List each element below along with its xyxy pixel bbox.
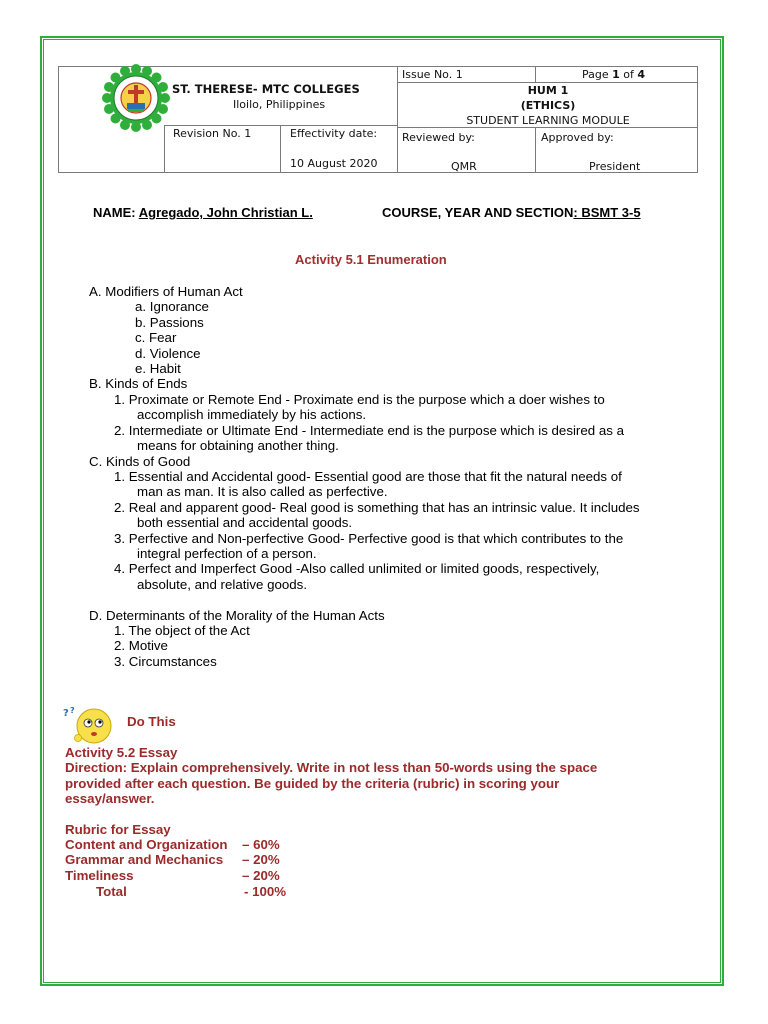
- rubric-value: – 20%: [242, 868, 280, 883]
- list-item: D. Determinants of the Morality of the Human Acts: [89, 608, 385, 623]
- list-item: 1. Proximate or Remote End - Proximate end is the purpose which a doer wishes to: [114, 392, 605, 407]
- effectivity-date: 10 August 2020: [290, 157, 378, 170]
- college-seal-icon: [101, 63, 171, 133]
- school-name: ST. THERESE- MTC COLLEGES: [172, 82, 360, 96]
- student-name: Agregado, John Christian L.: [138, 205, 313, 220]
- course-section: : BSMT 3-5: [573, 205, 641, 220]
- list-item: b. Passions: [135, 315, 204, 330]
- activity-title: Activity 5.1 Enumeration: [295, 252, 447, 267]
- rubric-value: – 20%: [242, 852, 280, 867]
- thinking-smiley-icon: [62, 704, 120, 746]
- rubric-label: Grammar and Mechanics: [65, 852, 224, 867]
- rubric-label: Timeliness: [65, 868, 134, 883]
- student-name-row: NAME: Agregado, John Christian L.: [93, 205, 313, 220]
- approved-by: President: [589, 160, 641, 173]
- svg-text:?: ?: [70, 706, 75, 715]
- list-item: 1. Essential and Accidental good- Essential good are those that fit the natural needs of: [114, 469, 622, 484]
- issue-number: Issue No. 1: [402, 68, 463, 81]
- list-item: d. Violence: [135, 346, 201, 361]
- list-item: 2. Motive: [114, 638, 168, 653]
- essay-title: Activity 5.2 Essay: [65, 745, 178, 760]
- list-item: B. Kinds of Ends: [89, 376, 188, 391]
- do-this-heading: Do This: [127, 714, 176, 729]
- list-item: both essential and accidental goods.: [137, 515, 353, 530]
- revision-number: Revision No. 1: [173, 127, 252, 140]
- list-item: c. Fear: [135, 330, 177, 345]
- rubric-value: – 60%: [242, 837, 280, 852]
- course-section-row: COURSE, YEAR AND SECTION: BSMT 3-5: [382, 205, 641, 220]
- reviewed-by: QMR: [451, 160, 477, 173]
- list-item: 2. Real and apparent good- Real good is something that has an intrinsic value. It includes: [114, 500, 640, 515]
- rubric-total-value: - 100%: [244, 884, 287, 899]
- direction-line: provided after each question. Be guided by the criteria (rubric) in scoring your: [65, 776, 560, 791]
- list-item: a. Ignorance: [135, 299, 209, 314]
- module-label: STUDENT LEARNING MODULE: [466, 114, 630, 127]
- approved-label: Approved by:: [541, 131, 614, 144]
- list-item: means for obtaining another thing.: [137, 438, 339, 453]
- list-item: 1. The object of the Act: [114, 623, 250, 638]
- list-item: 3. Perfective and Non-perfective Good- Perfective good is that which contributes to the: [114, 531, 624, 546]
- svg-text:?: ?: [63, 708, 69, 719]
- list-item: absolute, and relative goods.: [137, 577, 308, 592]
- effectivity-label: Effectivity date:: [290, 127, 378, 140]
- list-item: man as man. It is also called as perfective.: [137, 484, 388, 499]
- list-item: A. Modifiers of Human Act: [89, 284, 243, 299]
- course-code: HUM 1: [527, 84, 569, 97]
- direction-line: Direction: Explain comprehensively. Write in not less than 50-words using the space: [65, 760, 598, 775]
- page-indicator: Page 1 of 4: [582, 68, 646, 81]
- list-item: e. Habit: [135, 361, 181, 376]
- list-item: accomplish immediately by his actions.: [137, 407, 367, 422]
- reviewed-label: Reviewed by:: [402, 131, 475, 144]
- direction-line: essay/answer.: [65, 791, 155, 806]
- list-item: 4. Perfect and Imperfect Good -Also called unlimited or limited goods, respectively,: [114, 561, 600, 576]
- school-location: Iloilo, Philippines: [233, 98, 326, 111]
- course-name: (ETHICS): [520, 99, 576, 112]
- rubric-label: Content and Organization: [65, 837, 228, 852]
- list-item: integral perfection of a person.: [137, 546, 317, 561]
- rubric-title: Rubric for Essay: [65, 822, 171, 837]
- list-item: 3. Circumstances: [114, 654, 217, 669]
- rubric-total-label: Total: [96, 884, 127, 899]
- list-item: C. Kinds of Good: [89, 454, 191, 469]
- list-item: 2. Intermediate or Ultimate End - Intermediate end is the purpose which is desired as a: [114, 423, 624, 438]
